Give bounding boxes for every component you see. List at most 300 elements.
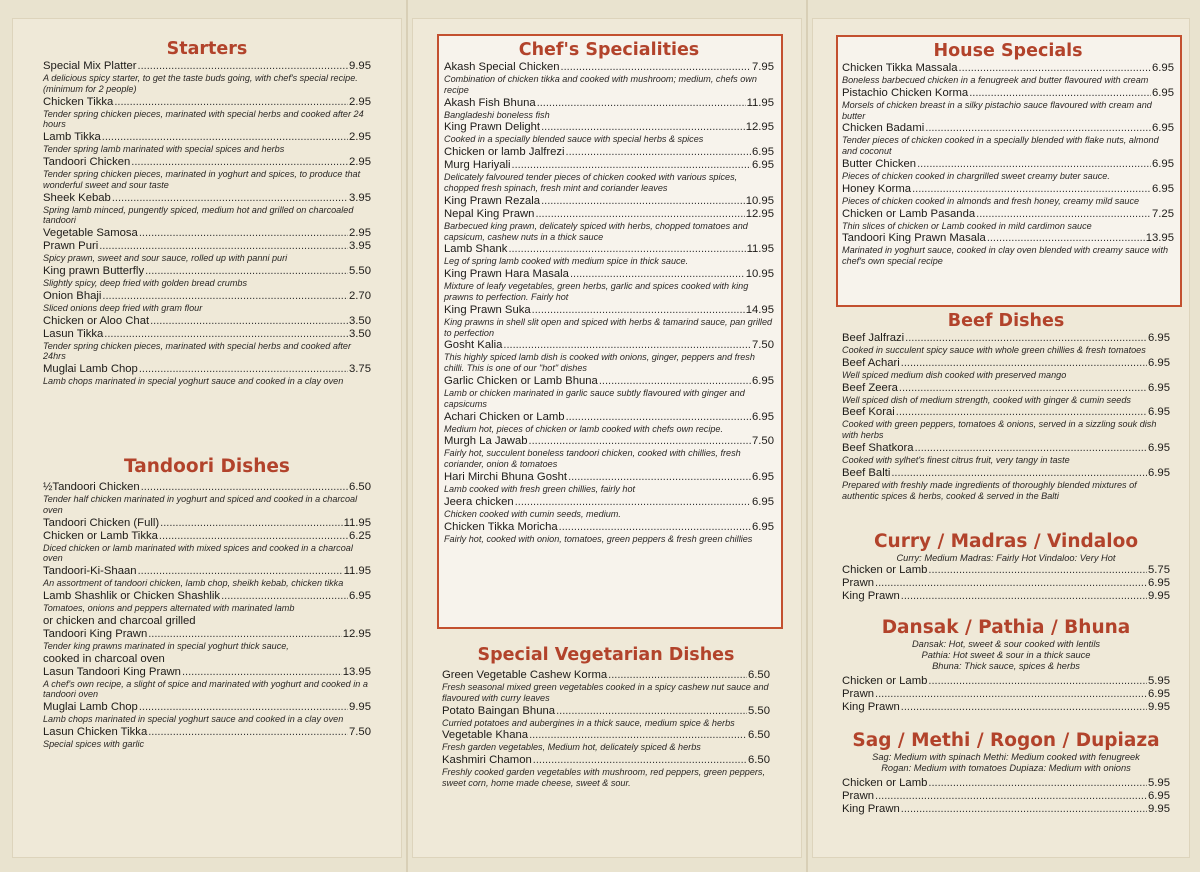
item-name: Lasun Tikka (43, 327, 104, 340)
menu-item (43, 726, 371, 750)
beef-section (842, 310, 1170, 502)
dot-leader (928, 564, 1147, 577)
section-title: Dansak / Pathia / Bhuna (881, 617, 1131, 638)
item-name: King Prawn Delight (444, 121, 541, 134)
item-price: 6.95 (1148, 381, 1170, 394)
dot-leader (138, 565, 343, 578)
dot-leader (905, 332, 1147, 345)
menu-item (842, 183, 1174, 207)
item-price: 2.70 (349, 289, 371, 302)
item-price: 5.95 (1148, 777, 1170, 789)
section-title: Tandoori Dishes (124, 456, 290, 477)
item-name: Tandoori Chicken (Full) (43, 516, 160, 529)
item-name: Tandoori Chicken (43, 155, 131, 168)
dot-leader (566, 411, 751, 424)
item-description: Cooked with green peppers, tomatoes & onions, served in a sizzling souk dish with herbs (842, 419, 1157, 441)
item-price: 6.95 (1148, 441, 1170, 454)
item-price: 3.75 (349, 363, 371, 376)
item-price: 6.95 (1152, 122, 1174, 135)
item-description: Lamb or chicken marinated in garlic sauce subtly flavoured with ginger and capsicums (444, 387, 745, 409)
dot-leader (541, 121, 745, 134)
dot-leader (532, 304, 745, 317)
item-name: Lamb Shashlik or Chicken Shashlik (43, 589, 221, 602)
dot-leader (541, 195, 745, 208)
item-description: Fairly hot, succulent boneless tandoori chicken, cooked with chillies, fresh coriander, onion & tomatoes (444, 448, 741, 470)
item-name: Murg Hariyali (444, 159, 511, 172)
dot-leader (570, 268, 745, 281)
item-name: Hari Mirchi Bhuna Gosht (444, 470, 568, 483)
item-price: 6.50 (748, 669, 770, 681)
menu-item (43, 363, 371, 387)
dot-leader (561, 61, 751, 74)
dot-leader (529, 729, 747, 742)
item-name: Chicken or Lamb (842, 564, 928, 576)
item-name: Chicken or Lamb (842, 777, 928, 789)
item-name: Chicken Badami (842, 122, 925, 135)
item-name: Vegetable Samosa (43, 227, 138, 240)
menu-item (444, 97, 774, 121)
dot-leader (139, 227, 348, 240)
dot-leader (875, 577, 1147, 590)
chefs-section (444, 39, 774, 545)
dot-leader (917, 158, 1151, 171)
item-price: 9.95 (1148, 803, 1170, 815)
item-description: Cooked in succulent spicy sauce with whole green chillies & fresh tomatoes (842, 345, 1146, 355)
item-name: Beef Zeera (842, 381, 898, 394)
menu-item (442, 754, 770, 789)
item-price: 10.95 (745, 268, 774, 281)
spice-note: Pathia: Hot sweet & sour in a thick sauce (921, 650, 1091, 660)
spice-note: Sag: Medium with spinach Methi: Medium cooked with fenugreek (872, 752, 1140, 762)
menu-item (43, 517, 371, 530)
item-name: Prawn (842, 688, 875, 700)
menu-item (444, 243, 774, 267)
item-name: Lamb Tikka (43, 131, 101, 144)
dot-leader (969, 87, 1151, 100)
item-price: 7.50 (752, 339, 774, 352)
menu-item (43, 131, 371, 155)
menu-item (43, 290, 371, 314)
item-price: 12.95 (745, 121, 774, 134)
item-price: 9.95 (1148, 590, 1170, 602)
menu-item (43, 156, 371, 191)
item-name: Potato Baingan Bhuna (442, 704, 556, 717)
item-description: Curried potatoes and aubergines in a thick sauce, medium spice & herbs (442, 717, 735, 728)
item-extra-line: cooked in charcoal oven (43, 652, 165, 665)
menu-item (43, 192, 371, 227)
menu-item (842, 442, 1170, 466)
item-description: Cooked in a specially blended sauce with special herbs & spices (444, 134, 704, 145)
item-price: 7.50 (752, 435, 774, 448)
menu-item (444, 471, 774, 495)
item-name: Beef Achari (842, 356, 900, 369)
item-price: 9.95 (349, 60, 371, 72)
dot-leader (141, 481, 348, 494)
fold-line (806, 0, 808, 872)
item-price: 5.95 (1148, 675, 1170, 687)
menu-item (444, 521, 774, 545)
item-price: 3.50 (349, 327, 371, 340)
menu-item (444, 146, 774, 159)
dot-leader (139, 363, 348, 376)
dot-leader (148, 628, 341, 641)
item-name: King prawn Butterfly (43, 264, 145, 277)
item-name: Beef Shatkora (842, 441, 914, 454)
item-name: Honey Korma (842, 182, 912, 195)
dot-leader (150, 315, 348, 328)
item-name: Chicken Tikka (43, 95, 114, 108)
item-price: 5.50 (748, 704, 770, 717)
item-description: Well spiced medium dish cooked with preserved mango (842, 369, 1067, 380)
dansak-section (842, 617, 1170, 714)
section-title: House Specials (933, 41, 1083, 61)
item-price: 12.95 (342, 627, 371, 640)
dot-leader (99, 240, 348, 253)
item-name: Chicken Tikka Massala (842, 62, 958, 74)
menu-item (444, 121, 774, 145)
item-name: Garlic Chicken or Lamb Bhuna (444, 374, 598, 387)
dot-leader (901, 590, 1147, 603)
item-price: 6.95 (752, 146, 774, 159)
item-name: Jeera chicken (444, 495, 514, 508)
item-name: Muglai Lamb Chop (43, 701, 138, 714)
dot-leader (987, 232, 1145, 245)
dot-leader (566, 146, 751, 159)
item-name: Chicken or Aloo Chat (43, 314, 150, 327)
item-description: Pieces of chicken cooked in almonds and fresh honey, creamy mild sauce (842, 195, 1140, 206)
section-title: Chef's Specialities (518, 40, 700, 60)
item-price: 9.95 (1148, 701, 1170, 713)
dot-leader (899, 382, 1147, 395)
item-name: Chicken or lamb Jalfrezi (444, 146, 565, 159)
item-description: Thin slices of chicken or Lamb cooked in mild cardimon sauce (842, 220, 1092, 231)
menu-item (444, 208, 774, 243)
item-price: 6.50 (349, 481, 371, 493)
item-name: Chicken or Lamb Tikka (43, 529, 158, 542)
dot-leader (535, 208, 744, 221)
menu-item (842, 357, 1170, 381)
dot-leader (901, 357, 1147, 370)
item-description: Lamb chops marinated in special yoghurt sauce and cooked in a clay oven (43, 376, 344, 387)
item-description: Medium hot, pieces of chicken or lamb cooked with chefs own recipe. (444, 423, 724, 434)
item-name: King Prawn Hara Masala (444, 268, 569, 281)
menu-item (43, 565, 371, 589)
item-description: Cooked with sylhet's finest citrus fruit, very tangy in taste (842, 454, 1070, 465)
menu-item (842, 332, 1170, 356)
item-name: Prawn Puri (43, 240, 99, 253)
item-description: Sliced onions deep fried with gram flour (43, 302, 203, 313)
menu-item (842, 382, 1170, 406)
menu-item (444, 435, 774, 470)
item-description: Chicken cooked with cumin seeds, medium. (444, 508, 621, 519)
menu-item (43, 96, 371, 131)
dot-leader (159, 530, 348, 543)
dot-leader (131, 156, 348, 169)
item-price: 2.95 (349, 131, 371, 144)
item-description: An assortment of tandoori chicken, lamb chop, sheikh kebab, chicken tikka (43, 578, 344, 589)
item-name: Chicken or Lamb (842, 675, 928, 687)
menu-item (43, 481, 371, 516)
item-name: Nepal King Prawn (444, 207, 535, 220)
item-price: 5.75 (1148, 564, 1170, 576)
menu-item (43, 227, 371, 240)
item-description: Tender king prawns marinated in special yoghurt thick sauce, (43, 640, 289, 651)
item-description: Fresh garden vegetables, Medium hot, delicately spiced & herbs (442, 742, 701, 753)
dot-leader (160, 517, 342, 530)
item-price: 14.95 (745, 303, 774, 316)
item-extra-line: or chicken and charcoal grilled (43, 614, 196, 627)
item-description: Morsels of chicken breast in a silky pistachio sauce flavoured with cream and butter (842, 99, 1152, 121)
menu-item (442, 705, 770, 729)
item-price: 9.95 (349, 701, 371, 714)
item-name: Tandoori-Ki-Shaan (43, 565, 137, 578)
section-title: Special Vegetarian Dishes (477, 645, 735, 665)
menu-item (444, 375, 774, 410)
menu-item (444, 61, 774, 96)
menu-item (444, 411, 774, 435)
starters-list (43, 60, 371, 387)
dot-leader (221, 590, 348, 603)
spice-note: Rogan: Medium with tomatoes Dupiaza: Medium with onions (881, 763, 1131, 773)
item-description: Barbecued king prawn, delicately spiced with herbs, chopped tomatoes and capsicum, cashew nuts in a thick sauce (444, 220, 748, 242)
item-name: Chicken Tikka Moricha (444, 520, 558, 533)
dot-leader (503, 339, 751, 352)
item-name: Butter Chicken (842, 157, 917, 170)
item-name: Vegetable Khana (442, 729, 529, 742)
dot-leader (102, 131, 348, 144)
item-description: Marinated in yoghurt sauce, cooked in clay oven blended with creamy sauce with chef's own special recipe (842, 245, 1169, 267)
menu-item (43, 265, 371, 289)
item-description: Leg of spring lamb cooked with medium spice in thick sauce. (444, 256, 689, 267)
dot-leader (559, 521, 751, 534)
item-name: Akash Special Chicken (444, 61, 560, 73)
dot-leader (901, 701, 1147, 714)
dot-leader (139, 701, 348, 714)
menu-item (43, 60, 371, 95)
fold-line (406, 0, 408, 872)
dot-leader (891, 467, 1147, 480)
item-description: Combination of chicken tikka and cooked with mushroom; medium, chefs own recipe (444, 74, 757, 95)
item-description: A delicious spicy starter, to get the taste buds going, with chef's special recipe. (minimum for 2 people) (43, 73, 358, 94)
menu-item (43, 328, 371, 363)
item-name: Beef Jalfrazi (842, 332, 905, 344)
item-price: 11.95 (746, 243, 774, 256)
item-price: 7.50 (349, 725, 371, 738)
dot-leader (928, 777, 1147, 790)
item-price: 13.95 (1145, 232, 1174, 245)
item-name: King Prawn Suka (444, 303, 531, 316)
menu-item (842, 406, 1170, 441)
item-description: Spicy prawn, sweet and sour sauce, rolled up with panni puri (43, 253, 288, 264)
item-description: Well spiced dish of medium strength, cooked with ginger & cumin seeds (842, 394, 1131, 405)
item-name: Gosht Kalia (444, 339, 503, 352)
item-name: King Prawn (842, 803, 900, 815)
dot-leader (976, 208, 1151, 221)
item-description: Fairly hot, cooked with onion, tomatoes, green peppers & fresh green chillies (444, 533, 753, 544)
item-name: Tandoori King Prawn (43, 627, 148, 640)
item-price: 13.95 (342, 665, 371, 678)
menu-item (842, 158, 1174, 182)
menu-item (842, 232, 1174, 267)
item-price: 7.95 (752, 61, 774, 73)
spice-note: Curry: Medium Madras: Fairly Hot Vindaloo: Very Hot (896, 553, 1116, 563)
item-description: Slightly spicy, deep fried with golden bread crumbs (43, 277, 248, 288)
item-price: 6.25 (349, 529, 371, 542)
house-section (842, 40, 1174, 268)
dot-leader (959, 62, 1151, 75)
menu-item (842, 87, 1174, 122)
item-price: 6.95 (1148, 406, 1170, 419)
item-price: 11.95 (343, 565, 371, 578)
dot-leader (512, 159, 751, 172)
dot-leader (508, 243, 745, 256)
item-description: A chef's own recipe, a slight of spice and marinated with yoghurt and cooked in a tandoori oven (43, 678, 368, 700)
menu-item (43, 701, 371, 725)
item-name: Chicken or Lamb Pasanda (842, 207, 976, 220)
menu-item (442, 729, 770, 753)
item-price: 6.95 (752, 495, 774, 508)
item-name: King Prawn (842, 590, 900, 602)
item-price: 6.95 (752, 410, 774, 423)
item-description: Tomatoes, onions and peppers alternated with marinated lamb (43, 602, 295, 613)
item-description: Spring lamb minced, pungently spiced, medium hot and grilled on charcoaled tandoori (43, 204, 354, 226)
menu-item (842, 122, 1174, 157)
menu-item (444, 339, 774, 374)
item-price: 6.95 (1148, 356, 1170, 369)
item-description: Delicately falvoured tender pieces of chicken cooked with various spices, chopped fresh spinach, fresh mint and coriander leaves (444, 172, 738, 193)
item-name: ½Tandoori Chicken (43, 481, 140, 493)
item-description: Pieces of chicken cooked in chargrilled sweet creamy buter sauce. (842, 170, 1110, 181)
item-description: Tender spring lamb marinated with special spices and herbs (43, 144, 285, 155)
item-name: King Prawn (842, 701, 900, 713)
menu-item (43, 628, 371, 666)
item-price: 10.95 (745, 194, 774, 207)
item-price: 6.95 (1148, 688, 1170, 700)
dot-leader (102, 290, 348, 303)
item-name: Achari Chicken or Lamb (444, 410, 565, 423)
item-name: Beef Balti (842, 466, 891, 479)
item-description: King prawns in shell slit open and spiced with herbs & tamarind sauce, pan grilled to perfection (444, 316, 773, 338)
dot-leader (875, 790, 1147, 803)
item-name: Lasun Tandoori King Prawn (43, 665, 181, 678)
item-price: 2.95 (349, 95, 371, 108)
chefs-specialities-frame (437, 34, 783, 629)
menu-item (43, 315, 371, 328)
item-price: 7.25 (1152, 207, 1174, 220)
item-price: 6.95 (1152, 182, 1174, 195)
item-name: Prawn (842, 790, 875, 802)
curry-section (842, 531, 1170, 603)
item-price: 6.95 (752, 470, 774, 483)
item-price: 6.95 (752, 159, 774, 172)
dot-leader (608, 669, 747, 682)
section-title: Beef Dishes (947, 311, 1065, 331)
house-specials-frame (836, 35, 1182, 307)
section-title: Curry / Madras / Vindaloo (873, 531, 1139, 552)
section-title: Sag / Methi / Rogon / Dupiaza (852, 730, 1160, 751)
item-description: Mixture of leafy vegetables, green herbs, garlic and spices cooked with king prawns to perfection. Fairly hot (444, 281, 749, 302)
item-name: Lamb Shank (444, 243, 508, 256)
item-name: Murgh La Jawab (444, 435, 528, 448)
item-price: 3.95 (349, 191, 371, 204)
spice-note: Dansak: Hot, sweet & sour cooked with lentils (911, 639, 1101, 649)
item-description: Tender pieces of chicken cooked in a specially blended with flake nuts, almond and coconut (842, 135, 1159, 157)
item-description: Tender half chicken marinated in yoghurt and spiced and cooked in a charcoal oven (43, 494, 358, 515)
menu-item (444, 304, 774, 339)
item-price: 11.95 (343, 516, 371, 529)
item-description: Tender spring chicken pieces, marinated with special herbs and cooked after 24hrs (43, 340, 352, 362)
item-description: Bangladeshi boneless fish (444, 109, 550, 120)
item-name: Kashmiri Chamon (442, 754, 532, 767)
dot-leader (875, 688, 1147, 701)
item-price: 6.95 (752, 374, 774, 387)
dot-leader (599, 375, 751, 388)
item-price: 2.95 (349, 155, 371, 168)
item-name: Beef Korai (842, 406, 895, 419)
item-price: 12.95 (745, 207, 774, 220)
dot-leader (556, 705, 747, 718)
starters-section (43, 38, 371, 388)
item-price: 6.95 (1152, 157, 1174, 170)
item-name: Prawn (842, 577, 875, 589)
item-price: 3.95 (349, 240, 371, 253)
dot-leader (925, 122, 1151, 135)
item-description: Tender spring chicken pieces, marinated with special herbs and cooked after 24 hours (43, 108, 364, 130)
item-description: Prepared with freshly made ingredients of thoroughly blended mixtures of authentic spices & herbs, cooked & served in the Balti (842, 479, 1137, 501)
menu-item (43, 666, 371, 701)
sag-section (842, 730, 1170, 816)
dot-leader (896, 406, 1147, 419)
dot-leader (915, 442, 1147, 455)
item-description: Special spices with garlic (43, 738, 145, 749)
menu-item (842, 467, 1170, 502)
item-price: 2.95 (349, 227, 371, 240)
item-price: 6.95 (349, 589, 371, 602)
item-description: Lamb chops marinated in special yoghurt sauce and cooked in a clay oven (43, 714, 344, 725)
item-name: Lasun Chicken Tikka (43, 725, 148, 738)
tandoori-section (43, 456, 371, 751)
item-name: Tandoori King Prawn Masala (842, 232, 986, 245)
dot-leader (912, 183, 1151, 196)
item-name: Muglai Lamb Chop (43, 363, 138, 376)
item-description: Freshly cooked garden vegetables with mushroom, red peppers, green peppers, sweet corn, home made cheese, sweet & sour. (442, 767, 766, 788)
item-description: Lamb cooked with fresh green chillies, fairly hot (444, 483, 636, 494)
menu-item (842, 208, 1174, 232)
dot-leader (568, 471, 751, 484)
menu-item (444, 195, 774, 208)
dot-leader (533, 754, 747, 767)
item-description: This highly spiced lamb dish is cooked with onions, ginger, peppers and fresh chilli. This is one of our "hot" dishes (444, 352, 755, 374)
menu-item (444, 496, 774, 520)
dot-leader (104, 328, 348, 341)
item-price: 6.95 (1148, 790, 1170, 802)
menu-item (444, 268, 774, 303)
item-price: 6.95 (1148, 466, 1170, 479)
item-description: Tender spring chicken pieces, marinated in yoghurt and spices, to produce that wonderful sweet and sour taste (43, 168, 361, 190)
vegetarian-section (442, 644, 770, 790)
item-name: Special Mix Platter (43, 60, 137, 72)
dot-leader (112, 192, 348, 205)
item-description: Diced chicken or lamb marinated with mixed spices and cooked in a charcoal oven (43, 542, 353, 564)
item-price: 3.50 (349, 314, 371, 327)
dot-leader (537, 97, 746, 110)
item-name: Akash Fish Bhuna (444, 96, 536, 109)
menu-item (444, 159, 774, 194)
section-title: Starters (166, 39, 248, 59)
item-price: 6.95 (1148, 577, 1170, 589)
item-name: Onion Bhaji (43, 289, 102, 302)
item-name: Pistachio Chicken Korma (842, 86, 969, 99)
